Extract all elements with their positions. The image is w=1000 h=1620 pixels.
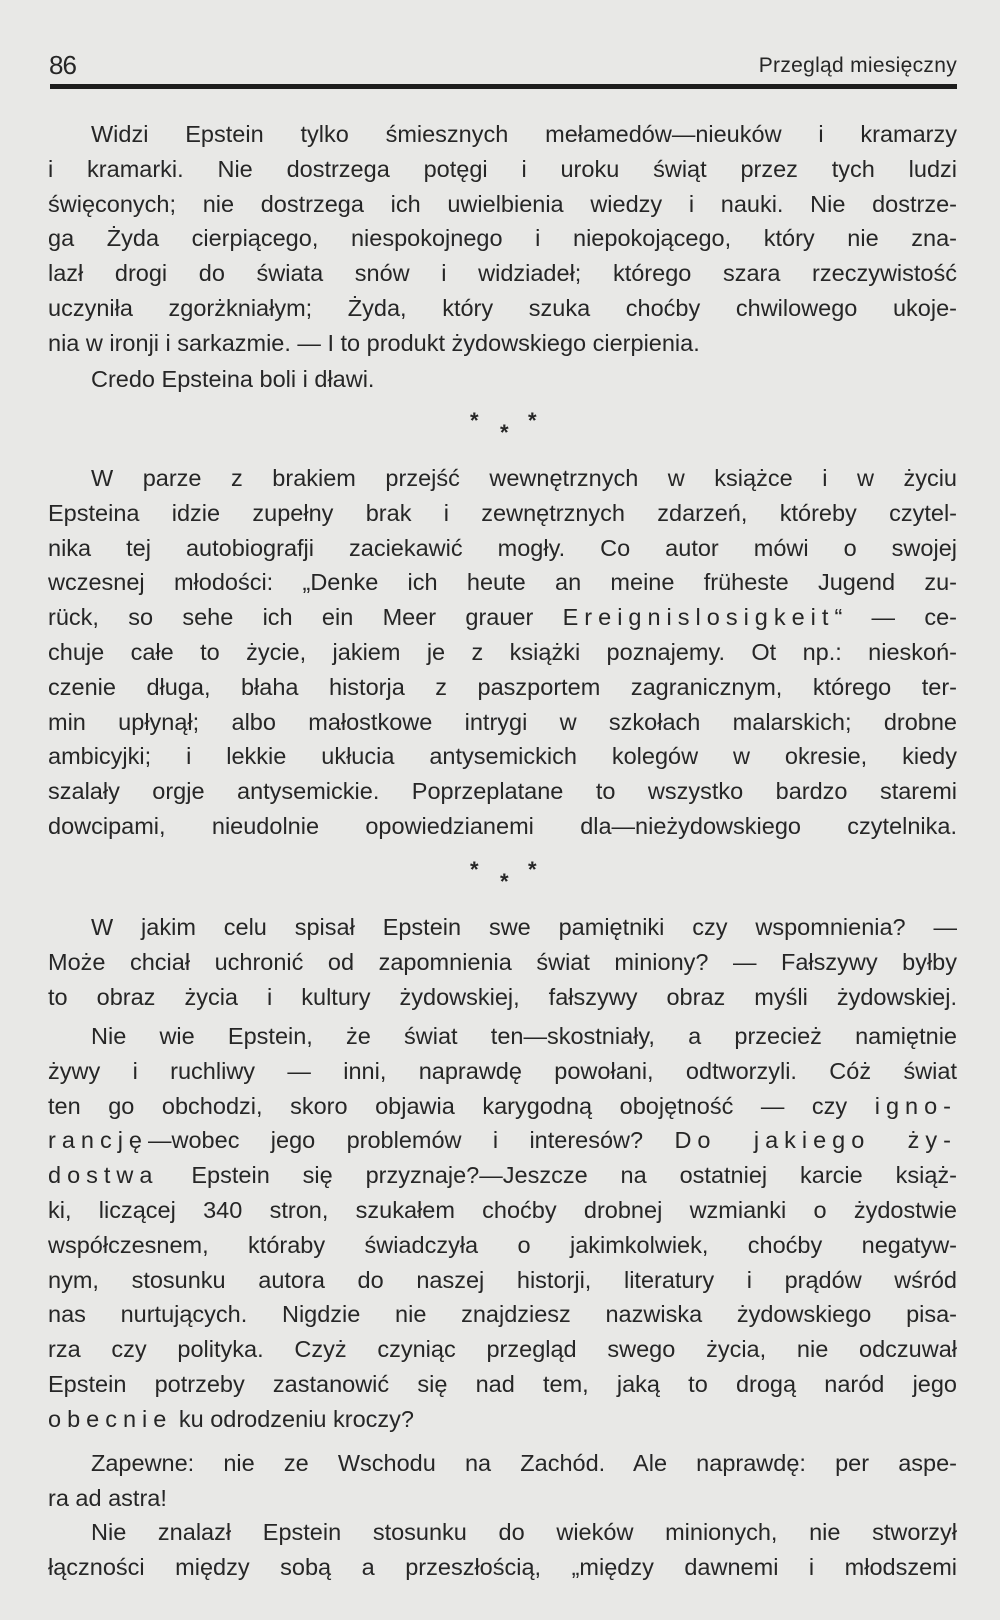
text-line [48,1056,957,1086]
text-segment: rza czy polityka. Czyż czyniąc przegląd swego życia, nie odczuwał [48,1336,957,1363]
text-line [48,1552,957,1582]
text-line [48,223,957,253]
text-line [48,1334,957,1364]
text-segment: ten go obchodzi, skoro objawia karygodną obojętność — czy [48,1092,875,1119]
running-title: Przegląd miesięczny [758,54,957,77]
asterisk: * [500,420,509,445]
text-line [48,811,957,841]
text-segment: Epstein się przyznaje?—Jeszcze na ostatniej karcie książ- [158,1162,957,1189]
text-line [48,1483,957,1513]
asterisk: * [528,857,537,882]
text-line [48,1195,957,1225]
text-line [91,119,957,149]
text-segment: uczyniła zgorżkniałym; Żyda, który szuka choćby chwilowego ukoje- [48,295,957,321]
spaced-emphasis: obecnie [48,1405,173,1432]
text-segment: święconych; nie dostrzega ich uwielbienia wiedzy i nauki. Nie dostrze- [48,190,957,217]
text-segment: W jakim celu spisał Epstein swe pamiętniki czy wspomnienia? — [91,914,957,940]
text-segment: “ — ce- [834,604,957,631]
text-line [48,154,957,184]
text-segment: Epstein potrzeby zastanowić się nad tem, jaką to drogą naród jego [48,1371,957,1397]
text-segment: Widzi Epstein tylko śmiesznych mełamedów—nieuków i kramarzy [91,121,957,147]
text-segment: nas nurtujących. Nigdzie nie znajdziesz nazwiska żydowskiego pisa- [48,1301,957,1328]
text-line [48,533,957,563]
asterisk: * [528,408,537,433]
text-line [91,912,957,942]
text-segment: Epsteina idzie zupełny brak i zewnętrznych zdarzeń, któreby czytel- [48,499,957,526]
text-line [48,776,957,806]
text-segment: ku odrodzeniu kroczy? [172,1405,414,1432]
text-line [48,741,957,771]
text-segment: wczesnej młodości: „Denke ich heute an meine früheste Jugend zu- [48,569,957,596]
text-segment: min upłynął; albo małostkowe intrygi w szkołach malarskich; drobne [48,708,957,735]
text-line [48,947,957,977]
text-segment: ki, liczącej 340 stron, szukałem choćby drobnej wzmianki o żydostwie [48,1197,957,1223]
text-line [48,1265,957,1295]
text-segment: żywy i ruchliwy — inni, naprawdę powołani, odtworzyli. Cóż świat [48,1057,957,1084]
text-segment: Zapewne: nie ze Wschodu na Zachód. Ale naprawdę: per aspe- [91,1450,957,1476]
text-line [91,1448,957,1478]
text-segment: rück, so sehe ich ein Meer grauer [48,604,563,631]
spaced-emphasis: igno- [874,1092,957,1119]
text-line [48,1125,957,1155]
text-segment: —wobec jego problemów i interesów? [148,1127,675,1154]
spaced-emphasis: rancję [48,1127,149,1154]
text-line [48,189,957,219]
text-line [48,637,957,667]
text-line [48,293,957,323]
text-segment: to obraz życia i kultury żydowskiej, fałszywy obraz myśli żydowskiej. [48,983,957,1010]
text-line [48,602,957,632]
spaced-emphasis: Do jakiego ży- [674,1127,957,1154]
page-number: 86 [49,50,76,80]
text-line [48,1404,957,1434]
text-segment: W parze z brakiem przejść wewnętrznych w książce i w życiu [91,465,957,491]
text-line [48,1299,957,1329]
text-segment: ga Żyda cierpiącego, niespokojnego i niepokojącego, który nie zna- [48,225,957,252]
text-segment: i kramarki. Nie dostrzega potęgi i uroku świąt przez tych ludzi [48,155,957,182]
text-segment: szalały orgje antysemickie. Poprzeplatane to wszystko bardzo staremi [48,778,957,805]
text-segment: czenie długa, błaha historja z paszportem zagranicznym, którego ter- [48,673,957,700]
text-line [91,364,957,394]
text-line [48,567,957,597]
text-line [48,258,957,288]
header-rule [50,84,957,89]
text-segment: Może chciał uchronić od zapomnienia świat miniony? — Fałszywy byłby [48,948,957,975]
text-line [48,1091,957,1121]
text-segment: chuje całe to życie, jakiem je z książki poznajemy. Ot np.: nieskoń- [48,639,957,665]
text-segment: ra ad astra! [48,1484,167,1511]
text-line [48,672,957,702]
asterisk: * [470,408,479,433]
text-line [48,1369,957,1399]
text-segment: lazł drogi do świata snów i widziadeł; którego szara rzeczywistość [48,260,957,287]
text-line [48,1160,957,1190]
text-segment: Nie wie Epstein, że świat ten—skostniały, a przecież namiętnie [91,1023,957,1049]
spaced-emphasis: dostwa [48,1162,159,1189]
text-segment: ambicyjki; i lekkie ukłucia antysemickich kolegów w okresie, kiedy [48,743,957,770]
text-segment: łączności między sobą a przeszłością, „między dawnemi i młodszemi [48,1553,957,1580]
asterisk: * [470,857,479,882]
asterisk: * [500,869,509,894]
text-segment: nika tej autobiografji zaciekawić mogły. Co autor mówi o swojej [48,534,957,561]
spaced-emphasis: Ereignislosigkeit [562,604,835,631]
text-line [48,982,957,1012]
text-line [91,1021,957,1051]
text-segment: nym, stosunku autora do naszej historji, literatury i prądów wśród [48,1266,957,1293]
text-segment: Nie znalazł Epstein stosunku do wieków minionych, nie stworzył [91,1519,957,1545]
text-segment: Credo Epsteina boli i dławi. [91,366,375,392]
text-line [91,463,957,493]
text-line [91,1517,957,1547]
text-segment: współczesnem, któraby świadczyła o jakimkolwiek, choćby negatyw- [48,1231,957,1258]
text-segment: nia w ironji i sarkazmie. — I to produkt żydowskiego cierpienia. [48,329,700,356]
text-segment: dowcipami, nieudolnie opowiedzianemi dla—nieżydowskiego czytelnika. [48,813,957,839]
text-line [48,498,957,528]
text-line [48,707,957,737]
text-line [48,328,957,358]
text-line [48,1230,957,1260]
